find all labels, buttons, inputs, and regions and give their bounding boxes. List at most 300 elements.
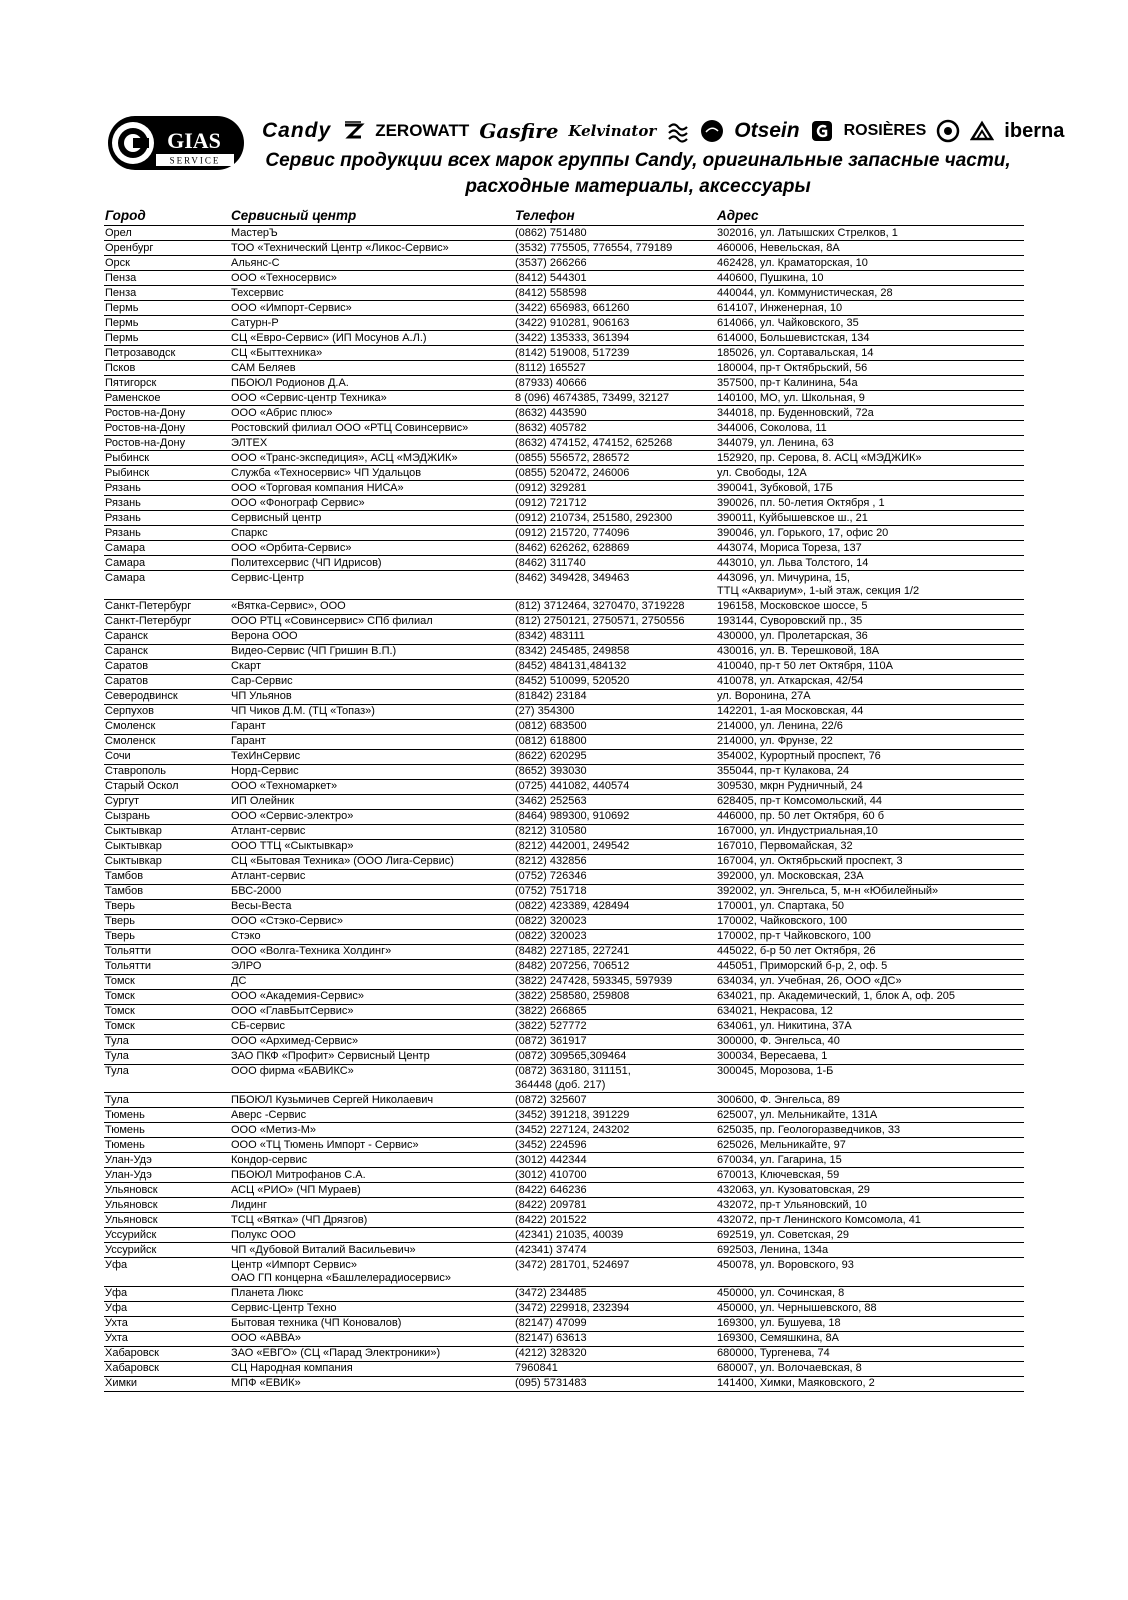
cell-address: 445051, Приморский б-р, 2, оф. 5	[717, 960, 888, 972]
table-row	[104, 765, 1024, 780]
cell-service-center: Гарант	[231, 735, 266, 747]
cell-service-center: Бытовая техника (ЧП Коновалов)	[231, 1317, 402, 1329]
table-row	[104, 975, 1024, 990]
table-row	[104, 256, 1024, 271]
cell-city: Тула	[105, 1035, 129, 1047]
brand-candy-logo: Candy	[262, 119, 332, 142]
cell-service-center: ООО «Архимед-Сервис»	[231, 1035, 359, 1047]
cell-city: Санкт-Петербург	[105, 600, 192, 612]
cell-city: Ульяновск	[105, 1213, 158, 1226]
table-row	[104, 421, 1024, 436]
cell-phone: (0912) 721712	[515, 496, 587, 509]
cell-service-center: ООО «Импорт-Сервис»	[231, 301, 352, 314]
cell-city: Пятигорск	[105, 376, 157, 389]
cell-service-center: Скарт	[231, 660, 262, 672]
cell-phone: (3452) 224596	[515, 1138, 587, 1151]
cell-city: Тюмень	[105, 1123, 145, 1136]
cell-city: Тамбов	[105, 885, 144, 897]
table-row	[104, 1243, 1024, 1258]
cell-service-center: ЭЛТЕХ	[231, 436, 268, 449]
cell-service-center: Ростовский филиал ООО «РТЦ Совинсервис»	[231, 421, 469, 434]
cell-city: Тверь	[105, 915, 135, 927]
cell-service-center: ЧП Чиков Д.М. (ТЦ «Топаз»)	[231, 705, 375, 717]
brand-iberna-logo: iberna	[1004, 119, 1065, 142]
table-row	[104, 346, 1024, 361]
cell-phone: (3822) 247428, 593345, 597939	[515, 975, 673, 987]
cell-phone: (0872) 361917	[515, 1035, 587, 1047]
table-row	[104, 1153, 1024, 1168]
cell-address: 309530, мкрн Рудничный, 24	[717, 780, 863, 792]
table-row	[104, 391, 1024, 406]
cell-city: Томск	[105, 990, 135, 1002]
cell-phone: (8212) 442001, 249542	[515, 840, 630, 852]
cell-service-center: ДС	[231, 975, 247, 987]
service-centers-table	[104, 207, 1024, 1392]
cell-city: Самара	[105, 571, 146, 584]
cell-address: 692503, Ленина, 134а	[717, 1243, 829, 1256]
cell-phone: (27) 354300	[515, 705, 575, 717]
cell-city: Тверь	[105, 930, 135, 942]
cell-service-center: ООО «Сервис-электро»	[231, 810, 354, 822]
table-row	[104, 316, 1024, 331]
cell-city: Саратов	[105, 675, 149, 687]
cell-service-center: СЦ Народная компания	[231, 1362, 353, 1374]
cell-phone: (3472) 281701, 524697	[515, 1258, 630, 1271]
cell-city: Тула	[105, 1093, 129, 1106]
cell-service-center: ТехИнСервис	[231, 750, 301, 762]
cell-address: 614107, Инженерная, 10	[717, 301, 843, 314]
table-row	[104, 541, 1024, 556]
cell-city: Рязань	[105, 511, 141, 524]
cell-address: 170001, ул. Спартака, 50	[717, 900, 845, 912]
table-row	[104, 1050, 1024, 1065]
cell-phone: (3532) 775505, 776554, 779189	[515, 241, 673, 254]
table-row	[104, 690, 1024, 705]
cell-address: 450078, ул. Воровского, 93	[717, 1258, 854, 1271]
table-row	[104, 331, 1024, 346]
cell-city: Сызрань	[105, 810, 150, 822]
cell-address: 450000, ул. Чернышевского, 88	[717, 1302, 877, 1314]
cell-phone: (3822) 266865	[515, 1005, 587, 1017]
table-row	[104, 301, 1024, 316]
cell-service-center: ИП Олейник	[231, 795, 295, 807]
cell-phone: (8464) 989300, 910692	[515, 810, 630, 822]
cell-address: 432063, ул. Кузоватовская, 29	[717, 1183, 870, 1196]
cell-city: Северодвинск	[105, 690, 178, 702]
cell-address: 390041, Зубковой, 17Б	[717, 481, 833, 494]
cell-phone: (0862) 751480	[515, 226, 587, 239]
cell-address: 692519, ул. Советская, 29	[717, 1228, 850, 1241]
cell-city: Ставрополь	[105, 765, 167, 777]
cell-address: 167000, ул. Индустриальная,10	[717, 825, 878, 837]
cell-city: Рыбинск	[105, 466, 150, 479]
cell-phone: (3462) 252563	[515, 795, 587, 807]
table-row	[104, 930, 1024, 945]
cell-phone: (8462) 349428, 349463	[515, 571, 630, 584]
table-row	[104, 960, 1024, 975]
table-row	[104, 1138, 1024, 1153]
cell-phone: (0812) 683500	[515, 720, 587, 732]
cell-address: 410078, ул. Аткарская, 42/54	[717, 675, 864, 687]
table-header-row	[104, 207, 1024, 226]
rosieres-swirl-icon	[936, 119, 960, 143]
cell-city: Томск	[105, 1020, 135, 1032]
cell-city: Тольятти	[105, 945, 152, 957]
cell-city: Тюмень	[105, 1138, 145, 1151]
cell-city: Уссурийск	[105, 1228, 157, 1241]
cell-city: Псков	[105, 361, 136, 374]
table-row	[104, 1377, 1024, 1392]
cell-city: Томск	[105, 1005, 135, 1017]
cell-service-center: СЦ «Быттехника»	[231, 346, 323, 359]
gias-logo-subtext: SERVICE	[169, 155, 221, 166]
cell-city: Ульяновск	[105, 1183, 158, 1196]
column-header-service-center: Сервисный центр	[231, 208, 357, 223]
cell-city: Томск	[105, 975, 135, 987]
cell-address: 680007, ул. Волочаевская, 8	[717, 1362, 862, 1374]
cell-phone: (8462) 311740	[515, 556, 586, 569]
cell-phone: (0855) 556572, 286572	[515, 451, 630, 464]
cell-service-center: ТОО «Технический Центр «Ликос-Сервис»	[231, 241, 449, 254]
cell-city: Ухта	[105, 1317, 128, 1329]
table-row	[104, 481, 1024, 496]
cell-city: Уссурийск	[105, 1243, 157, 1256]
cell-phone: (3422) 910281, 906163	[515, 316, 630, 329]
cell-city: Сыктывкар	[105, 825, 162, 837]
cell-city: Смоленск	[105, 720, 156, 732]
table-row	[104, 466, 1024, 481]
cell-address: 445022, б-р 50 лет Октября, 26	[717, 945, 876, 957]
table-row	[104, 705, 1024, 720]
cell-city: Рязань	[105, 526, 141, 539]
cell-phone: (8112) 165527	[515, 361, 586, 374]
cell-service-center: ООО «Метиз-М»	[231, 1123, 317, 1136]
cell-address: 390026, пл. 50-летия Октября , 1	[717, 496, 885, 509]
cell-phone: (0855) 520472, 246006	[515, 466, 630, 479]
cell-service-center: ООО «АВВА»	[231, 1332, 301, 1344]
cell-city: Самара	[105, 541, 146, 554]
cell-address: 140100, МО, ул. Школьная, 9	[717, 391, 865, 404]
cell-phone: (81842) 23184	[515, 690, 587, 702]
cell-phone: (8412) 558598	[515, 286, 587, 299]
cell-city: Санкт-Петербург	[105, 615, 192, 627]
cell-city: Самара	[105, 556, 146, 569]
cell-city: Улан-Удэ	[105, 1153, 152, 1166]
cell-phone: (42341) 21035, 40039	[515, 1228, 624, 1241]
cell-phone: (3822) 527772	[515, 1020, 587, 1032]
cell-city: Пенза	[105, 271, 137, 284]
cell-address: 180004, пр-т Октябрьский, 56	[717, 361, 868, 374]
cell-phone: (3822) 258580, 259808	[515, 990, 630, 1002]
page-headline: Сервис продукции всех марок группы Candy, оригинальные запасные части, расходные материалы, аксессуары	[265, 150, 1011, 197]
cell-phone: (0912) 215720, 774096	[515, 526, 630, 539]
column-header-phone: Телефон	[515, 208, 575, 223]
cell-address: 300600, Ф. Энгельса, 89	[717, 1093, 840, 1106]
cell-address: 432072, пр-т Ульяновский, 10	[717, 1198, 867, 1211]
cell-phone: (82147) 63613	[515, 1332, 587, 1344]
table-row	[104, 226, 1024, 241]
cell-phone: (8422) 209781	[515, 1198, 587, 1211]
cell-city: Старый Оскол	[105, 780, 179, 792]
cell-address: 614066, ул. Чайковского, 35	[717, 316, 859, 329]
cell-phone: (4212) 328320	[515, 1347, 587, 1359]
cell-address: 167010, Первомайская, 32	[717, 840, 853, 852]
table-row	[104, 870, 1024, 885]
cell-service-center: Центр «Импорт Сервис» ОАО ГП концерна «Башлелерадиосервис»	[231, 1258, 451, 1284]
brand-otsein-logo: Otsein	[734, 119, 800, 142]
gias-logo-text: GIAS	[167, 128, 221, 153]
table-row	[104, 1213, 1024, 1228]
cell-address: 443096, ул. Мичурина, 15, ТТЦ «Аквариум», 1-ый этаж, секция 1/2	[717, 571, 920, 597]
cell-service-center: ООО «Фонограф Сервис»	[231, 496, 365, 509]
cell-city: Тюмень	[105, 1108, 145, 1121]
cell-address: 432072, пр-т Ленинского Комсомола, 41	[717, 1213, 921, 1226]
cell-city: Сургут	[105, 795, 139, 807]
cell-city: Ростов-на-Дону	[105, 436, 186, 449]
cell-city: Оренбург	[105, 241, 154, 254]
cell-address: 410040, пр-т 50 лет Октября, 110А	[717, 660, 893, 672]
cell-service-center: Стэко	[231, 930, 261, 942]
cell-service-center: ООО «Транс-экспедиция», АСЦ «МЭДЖИК»	[231, 451, 458, 464]
cell-address: 193144, Суворовский пр., 35	[717, 615, 863, 627]
cell-phone: (3012) 410700	[515, 1168, 587, 1181]
cell-service-center: Техсервис	[231, 286, 284, 299]
cell-service-center: Атлант-сервис	[231, 825, 306, 837]
table-row	[104, 660, 1024, 675]
cell-service-center: ООО «Стэко-Сервис»	[231, 915, 343, 927]
table-row	[104, 720, 1024, 735]
cell-phone: (8342) 483111	[515, 630, 585, 642]
cell-service-center: Сервис-Центр	[231, 571, 304, 584]
cell-service-center: СЦ «Бытовая Техника» (ООО Лига-Сервис)	[231, 855, 454, 867]
cell-service-center: «Вятка-Сервис», ООО	[231, 600, 346, 612]
cell-city: Пермь	[105, 316, 139, 329]
cell-phone: (8482) 227185, 227241	[515, 945, 630, 957]
cell-service-center: ЧП «Дубовой Виталий Васильевич»	[231, 1243, 416, 1256]
cell-address: 141400, Химки, Маяковского, 2	[717, 1377, 875, 1389]
table-row	[104, 675, 1024, 690]
cell-service-center: ООО «Орбита-Сервис»	[231, 541, 352, 554]
cell-phone: (3452) 227124, 243202	[515, 1123, 630, 1136]
table-row	[104, 1302, 1024, 1317]
cell-address: ул. Воронина, 27А	[717, 690, 811, 702]
cell-address: 170002, пр-т Чайковского, 100	[717, 930, 871, 942]
table-row	[104, 496, 1024, 511]
cell-address: 344006, Соколова, 11	[717, 421, 827, 434]
table-row	[104, 1168, 1024, 1183]
cell-phone: (8342) 245485, 249858	[515, 645, 630, 657]
cell-phone: (0912) 210734, 251580, 292300	[515, 511, 673, 524]
cell-city: Саратов	[105, 660, 149, 672]
cell-service-center: ООО «ТЦ Тюмень Импорт - Сервис»	[231, 1138, 419, 1151]
cell-service-center: Верона ООО	[231, 630, 298, 642]
cell-phone: (8142) 519008, 517239	[515, 346, 630, 359]
cell-service-center: ООО фирма «БАВИКС»	[231, 1065, 354, 1077]
table-row	[104, 1332, 1024, 1347]
table-row	[104, 241, 1024, 256]
cell-phone: (8652) 393030	[515, 765, 587, 777]
cell-phone: (3012) 442344	[515, 1153, 587, 1166]
cell-phone: (87933) 40666	[515, 376, 587, 389]
table-row	[104, 1228, 1024, 1243]
cell-address: 440600, Пушкина, 10	[717, 271, 824, 284]
cell-service-center: Весы-Веста	[231, 900, 292, 912]
cell-phone: (8212) 310580	[515, 825, 587, 837]
cell-service-center: ПБОЮЛ Родионов Д.А.	[231, 376, 349, 389]
table-row	[104, 1183, 1024, 1198]
cell-phone: (3537) 266266	[515, 256, 587, 269]
table-row	[104, 630, 1024, 645]
cell-service-center: ООО РТЦ «Совинсервис» СПб филиал	[231, 615, 433, 627]
column-header-address: Адрес	[717, 208, 759, 223]
cell-service-center: СБ-сервис	[231, 1020, 286, 1032]
cell-address: 344079, ул. Ленина, 63	[717, 436, 834, 449]
cell-service-center: Сервис-Центр Техно	[231, 1302, 337, 1314]
cell-address: 300000, Ф. Энгельса, 40	[717, 1035, 840, 1047]
brand-logos-row	[262, 114, 1065, 148]
cell-address: 440044, ул. Коммунистическая, 28	[717, 286, 893, 299]
cell-city: Химки	[105, 1377, 138, 1389]
brand-kelvinator-logo: Kelvinator	[568, 122, 657, 140]
cell-address: 625007, ул. Мельникайте, 131А	[717, 1108, 878, 1121]
cell-city: Пермь	[105, 301, 139, 314]
cell-address: 169300, Семяшкина, 8А	[717, 1332, 839, 1344]
cell-service-center: ПБОЮЛ Кузьмичев Сергей Николаевич	[231, 1093, 434, 1106]
table-row	[104, 1123, 1024, 1138]
cell-city: Саранск	[105, 630, 148, 642]
table-row	[104, 1362, 1024, 1377]
cell-address: 390046, ул. Горького, 17, офис 20	[717, 526, 889, 539]
cell-city: Тольятти	[105, 960, 152, 972]
table-row	[104, 825, 1024, 840]
cell-service-center: Сервисный центр	[231, 511, 322, 524]
cell-city: Улан-Удэ	[105, 1168, 152, 1181]
cell-phone: (8452) 510099, 520520	[515, 675, 630, 687]
table-row	[104, 511, 1024, 526]
table-row	[104, 451, 1024, 466]
table-row	[104, 840, 1024, 855]
cell-service-center: Лидинг	[231, 1198, 268, 1211]
cell-city: Ухта	[105, 1332, 128, 1344]
cell-service-center: ООО «Волга-Техника Холдинг»	[231, 945, 392, 957]
cell-service-center: Сар-Сервис	[231, 675, 293, 687]
cell-city: Уфа	[105, 1302, 128, 1314]
cell-phone: (095) 5731483	[515, 1377, 587, 1389]
cell-address: 443010, ул. Льва Толстого, 14	[717, 556, 869, 569]
table-row	[104, 436, 1024, 451]
table-row	[104, 1347, 1024, 1362]
cell-phone: (8452) 484131,484132	[515, 660, 627, 672]
cell-phone: (3422) 135333, 361394	[515, 331, 630, 344]
table-row	[104, 645, 1024, 660]
cell-address: 392000, ул. Московская, 23А	[717, 870, 864, 882]
cell-city: Тула	[105, 1065, 129, 1077]
cell-city: Петрозаводск	[105, 346, 176, 359]
cell-service-center: ООО «Техносервис»	[231, 271, 337, 284]
cell-phone: (8212) 432856	[515, 855, 587, 867]
cell-phone: (0912) 329281	[515, 481, 587, 494]
cell-city: Тула	[105, 1050, 129, 1062]
cell-service-center: СЦ «Евро-Сервис» (ИП Мосунов А.Л.)	[231, 331, 427, 344]
cell-address: 670034, ул. Гагарина, 15	[717, 1153, 842, 1166]
cell-service-center: Кондор-сервис	[231, 1153, 308, 1166]
cell-service-center: Полукс ООО	[231, 1228, 296, 1241]
table-row	[104, 286, 1024, 301]
table-row	[104, 1065, 1024, 1094]
cell-address: 354002, Курортный проспект, 76	[717, 750, 881, 762]
cell-address: 446000, пр. 50 лет Октября, 60 б	[717, 810, 885, 822]
cell-service-center: ПБОЮЛ Митрофанов С.А.	[231, 1168, 366, 1181]
cell-address: 625035, пр. Геологоразведчиков, 33	[717, 1123, 901, 1136]
table-row	[104, 1108, 1024, 1123]
cell-city: Хабаровск	[105, 1362, 159, 1374]
cell-city: Пермь	[105, 331, 139, 344]
cell-address: 357500, пр-т Калинина, 54а	[717, 376, 858, 389]
cell-address: 443074, Мориса Тореза, 137	[717, 541, 862, 554]
cell-address: 625026, Мельникайте, 97	[717, 1138, 846, 1151]
cell-address: 450000, ул. Сочинская, 8	[717, 1287, 845, 1299]
table-row	[104, 750, 1024, 765]
cell-city: Ульяновск	[105, 1198, 158, 1211]
table-row	[104, 1317, 1024, 1332]
table-row	[104, 600, 1024, 615]
cell-phone: (0872) 363180, 311151, 364448 (доб. 217)	[515, 1065, 631, 1091]
cell-service-center: САМ Беляев	[231, 361, 296, 374]
table-row	[104, 945, 1024, 960]
cell-service-center: ЧП Ульянов	[231, 690, 292, 702]
cell-service-center: Видео-Сервис (ЧП Гришин В.П.)	[231, 645, 397, 657]
cell-phone: (3472) 234485	[515, 1287, 587, 1299]
cell-phone: (0725) 441082, 440574	[515, 780, 630, 792]
cell-address: 300034, Вересаева, 1	[717, 1050, 828, 1062]
cell-address: 185026, ул. Сортавальская, 14	[717, 346, 874, 359]
wave-emblem-icon	[666, 119, 690, 143]
cell-city: Ростов-на-Дону	[105, 406, 186, 419]
cell-address: 634034, ул. Учебная, 26, ООО «ДС»	[717, 975, 902, 987]
cell-city: Орск	[105, 256, 130, 269]
cell-city: Хабаровск	[105, 1347, 159, 1359]
cell-phone: (8622) 620295	[515, 750, 587, 762]
cell-address: 390011, Куйбышевское ш., 21	[717, 511, 868, 524]
cell-phone: (8632) 443590	[515, 406, 587, 419]
cell-city: Пенза	[105, 286, 137, 299]
cell-service-center: Альянс-С	[231, 256, 280, 269]
cell-phone: (3472) 229918, 232394	[515, 1302, 630, 1314]
table-row	[104, 615, 1024, 630]
cell-city: Рязань	[105, 481, 141, 494]
cell-city: Тверь	[105, 900, 135, 912]
cell-city: Сыктывкар	[105, 855, 162, 867]
hoover-circle-logo-icon	[700, 119, 724, 143]
cell-service-center: Планета Люкс	[231, 1287, 304, 1299]
table-row	[104, 556, 1024, 571]
cell-city: Орел	[105, 226, 132, 239]
cell-service-center: Служба «Техносервис» ЧП Удальцов	[231, 466, 422, 479]
cell-address: 680000, Тургенева, 74	[717, 1347, 830, 1359]
cell-city: Саранск	[105, 645, 148, 657]
table-row	[104, 900, 1024, 915]
table-row	[104, 526, 1024, 541]
cell-address: 670013, Ключевская, 59	[717, 1168, 840, 1181]
cell-service-center: ЗАО «ЕВГО» (СЦ «Парад Электроники»)	[231, 1347, 441, 1359]
table-body	[104, 226, 1024, 1392]
table-row	[104, 1020, 1024, 1035]
cell-service-center: БВС-2000	[231, 885, 282, 897]
table-row	[104, 571, 1024, 600]
cell-phone: (0752) 726346	[515, 870, 587, 882]
cell-address: 300045, Морозова, 1-Б	[717, 1065, 834, 1077]
cell-address: 355044, пр-т Кулакова, 24	[717, 765, 850, 777]
